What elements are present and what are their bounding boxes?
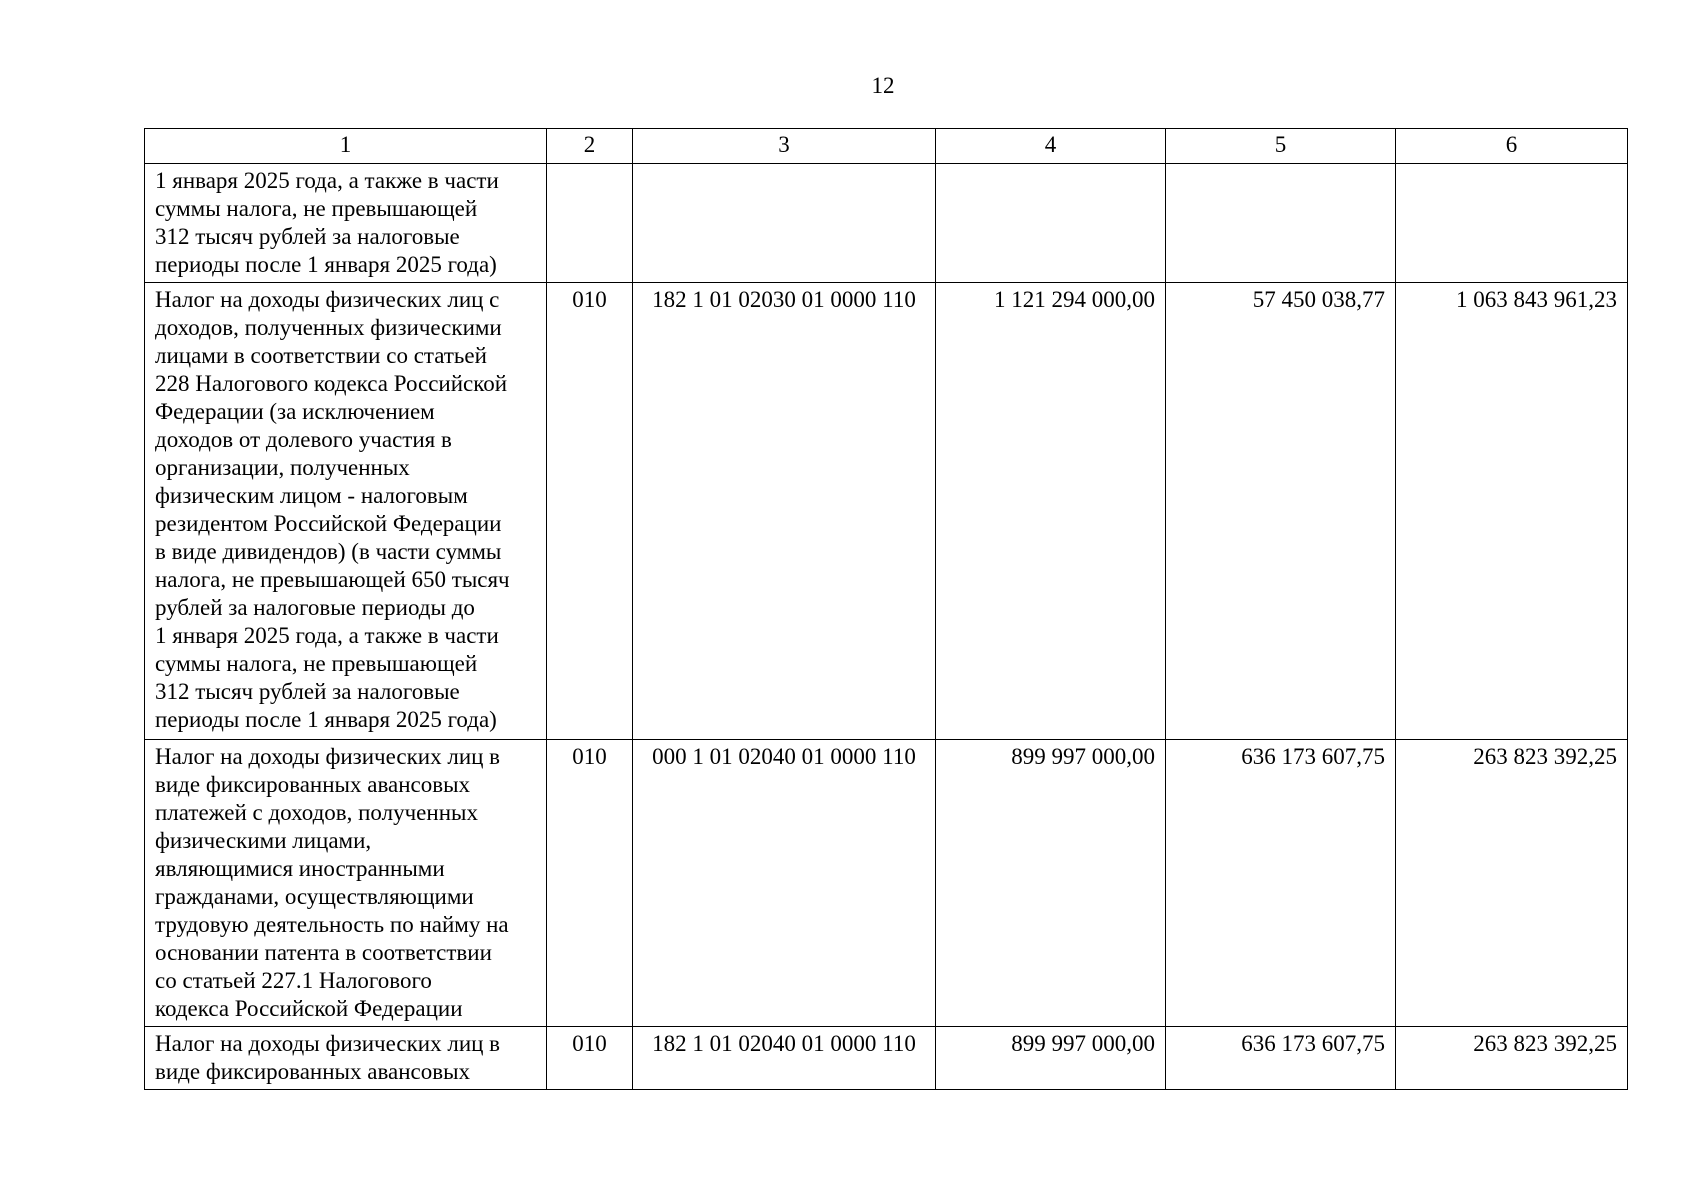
executed-amount-cell: 636 173 607,75	[1166, 740, 1396, 1027]
table-row	[145, 740, 1628, 1027]
approved-amount-cell: 1 121 294 000,00	[936, 283, 1166, 740]
line-code-cell	[547, 164, 633, 283]
income-name-cell: Налог на доходы физических лиц в виде фиксированных авансовых платежей с доходов, полученных физическими лицами, являющимися иностранными гражданами, осуществляющими трудовую деятельность по найму на основании патента в соответствии со статьей 227.1 Налогового кодекса Российской Федерации	[145, 740, 547, 1027]
column-header-6: 6	[1396, 129, 1628, 164]
header-row	[145, 129, 1628, 164]
approved-amount-cell: 899 997 000,00	[936, 1027, 1166, 1090]
column-header-2: 2	[547, 129, 633, 164]
line-code-cell: 010	[547, 1027, 633, 1090]
column-header-3: 3	[633, 129, 936, 164]
executed-amount-cell: 636 173 607,75	[1166, 1027, 1396, 1090]
table-row	[145, 164, 1628, 283]
budget-classification-code-cell: 000 1 01 02040 01 0000 110	[633, 740, 936, 1027]
budget-classification-code-cell	[633, 164, 936, 283]
column-header-5: 5	[1166, 129, 1396, 164]
income-name-cell: Налог на доходы физических лиц с доходов, полученных физическими лицами в соответствии со статьей 228 Налогового кодекса Российской Федерации (за исключением доходов от долевого участия в организации, полученных физическим лицом - налоговым резидентом Российской Федерации в виде дивидендов) (в части суммы налога, не превышающей 650 тысяч рублей за налоговые периоды до 1 января 2025 года, а также в части суммы налога, не превышающей 312 тысяч рублей за налоговые периоды после 1 января 2025 года)	[145, 283, 547, 740]
column-header-4: 4	[936, 129, 1166, 164]
line-code-cell: 010	[547, 740, 633, 1027]
column-header-1: 1	[145, 129, 547, 164]
page-number: 12	[871, 73, 895, 98]
executed-amount-cell: 57 450 038,77	[1166, 283, 1396, 740]
approved-amount-cell	[936, 164, 1166, 283]
unexecuted-amount-cell: 263 823 392,25	[1396, 1027, 1628, 1090]
unexecuted-amount-cell: 263 823 392,25	[1396, 740, 1628, 1027]
approved-amount-cell: 899 997 000,00	[936, 740, 1166, 1027]
income-name-cell: Налог на доходы физических лиц в виде фиксированных авансовых	[145, 1027, 547, 1090]
budget-execution-table	[144, 128, 1628, 1090]
line-code-cell: 010	[547, 283, 633, 740]
unexecuted-amount-cell: 1 063 843 961,23	[1396, 283, 1628, 740]
budget-classification-code-cell: 182 1 01 02040 01 0000 110	[633, 1027, 936, 1090]
income-name-cell: 1 января 2025 года, а также в части суммы налога, не превышающей 312 тысяч рублей за налоговые периоды после 1 января 2025 года)	[145, 164, 547, 283]
executed-amount-cell	[1166, 164, 1396, 283]
budget-classification-code-cell: 182 1 01 02030 01 0000 110	[633, 283, 936, 740]
table-row	[145, 283, 1628, 740]
unexecuted-amount-cell	[1396, 164, 1628, 283]
table-row	[145, 1027, 1628, 1090]
